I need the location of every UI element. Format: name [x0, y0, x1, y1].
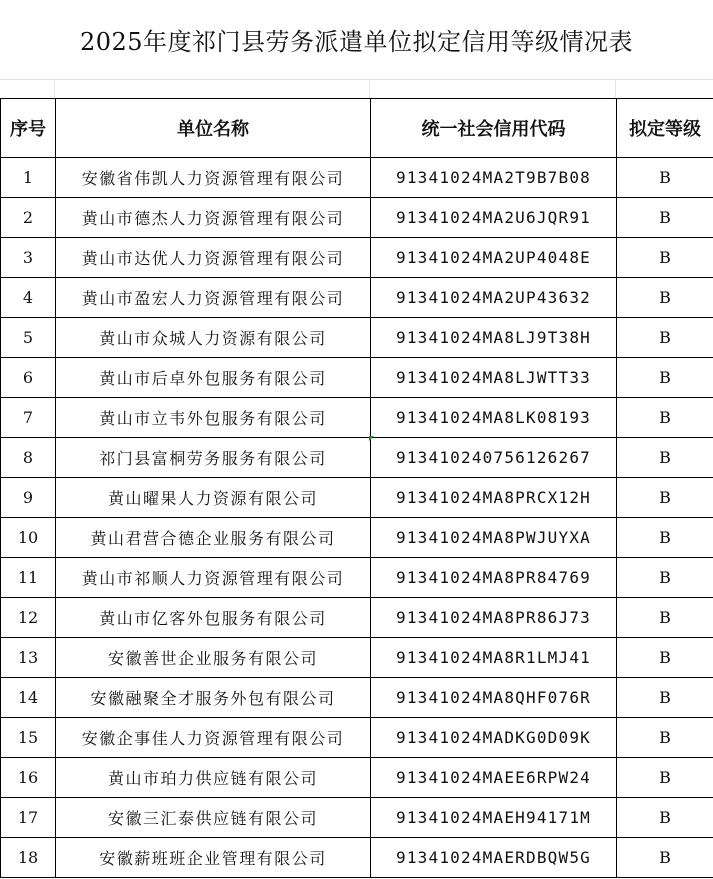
row-code-cell[interactable]: 91341024MA8LK08193 — [371, 398, 617, 438]
row-seq-cell[interactable]: 13 — [1, 638, 56, 678]
row-grade-cell[interactable]: B — [617, 758, 713, 798]
table-row — [1, 758, 713, 798]
row-code-cell[interactable]: 913410240756126267 — [371, 438, 617, 478]
row-code-cell[interactable]: 91341024MA2U6JQR91 — [371, 198, 617, 238]
table-row — [1, 598, 713, 638]
row-seq-cell[interactable]: 9 — [1, 478, 56, 518]
header-seq[interactable]: 序号 — [1, 99, 56, 158]
row-code-cell[interactable]: 91341024MA8PR86J73 — [371, 598, 617, 638]
row-name-cell[interactable]: 黄山市立韦外包服务有限公司 — [56, 398, 371, 438]
row-grade-cell[interactable]: B — [617, 558, 713, 598]
row-grade-cell[interactable]: B — [617, 198, 713, 238]
table-row — [1, 198, 713, 238]
row-code-cell[interactable]: 91341024MA8PRCX12H — [371, 478, 617, 518]
row-grade-cell[interactable]: B — [617, 398, 713, 438]
row-name-cell[interactable]: 安徽善世企业服务有限公司 — [56, 638, 371, 678]
spreadsheet — [0, 79, 713, 879]
table-row — [1, 358, 713, 398]
row-code-cell[interactable]: 91341024MA8LJ9T38H — [371, 318, 617, 358]
row-seq-cell[interactable]: 7 — [1, 398, 56, 438]
row-code-cell[interactable]: 91341024MA8PR84769 — [371, 558, 617, 598]
row-grade-cell[interactable]: B — [617, 318, 713, 358]
header-code[interactable]: 统一社会信用代码 — [371, 99, 617, 158]
row-name-cell[interactable]: 黄山市祁顺人力资源管理有限公司 — [56, 558, 371, 598]
row-seq-cell[interactable]: 15 — [1, 718, 56, 758]
table-row — [1, 638, 713, 678]
header-grade[interactable]: 拟定等级 — [617, 99, 713, 158]
row-grade-cell[interactable]: B — [617, 798, 713, 838]
row-name-cell[interactable]: 黄山市亿客外包服务有限公司 — [56, 598, 371, 638]
grid-strip — [0, 79, 713, 98]
row-seq-cell[interactable]: 6 — [1, 358, 56, 398]
table-row — [1, 238, 713, 278]
row-seq-cell[interactable]: 10 — [1, 518, 56, 558]
table-row — [1, 798, 713, 838]
table-row — [1, 278, 713, 318]
table-row — [1, 438, 713, 478]
row-grade-cell[interactable]: B — [617, 478, 713, 518]
row-grade-cell[interactable]: B — [617, 678, 713, 718]
row-code-cell[interactable]: 91341024MA2UP43632 — [371, 278, 617, 318]
row-code-cell[interactable]: 91341024MAEE6RPW24 — [371, 758, 617, 798]
row-code-cell[interactable]: 91341024MADKG0D09K — [371, 718, 617, 758]
row-seq-cell[interactable]: 18 — [1, 838, 56, 878]
row-name-cell[interactable]: 黄山市德杰人力资源管理有限公司 — [56, 198, 371, 238]
row-code-cell[interactable]: 91341024MA8R1LMJ41 — [371, 638, 617, 678]
row-seq-cell[interactable]: 12 — [1, 598, 56, 638]
row-seq-cell[interactable]: 8 — [1, 438, 56, 478]
row-grade-cell[interactable]: B — [617, 238, 713, 278]
row-seq-cell[interactable]: 3 — [1, 238, 56, 278]
table-row — [1, 678, 713, 718]
credit-rating-table — [0, 98, 713, 878]
row-grade-cell[interactable]: B — [617, 838, 713, 878]
row-name-cell[interactable]: 安徽企事佳人力资源管理有限公司 — [56, 718, 371, 758]
row-seq-cell[interactable]: 1 — [1, 158, 56, 198]
row-code-cell[interactable]: 91341024MA2T9B7B08 — [371, 158, 617, 198]
table-row — [1, 398, 713, 438]
row-code-cell[interactable]: 91341024MA8LJWTT33 — [371, 358, 617, 398]
header-row — [1, 99, 713, 158]
row-name-cell[interactable]: 安徽融聚全才服务外包有限公司 — [56, 678, 371, 718]
row-seq-cell[interactable]: 2 — [1, 198, 56, 238]
row-seq-cell[interactable]: 4 — [1, 278, 56, 318]
row-seq-cell[interactable]: 14 — [1, 678, 56, 718]
table-row — [1, 158, 713, 198]
row-code-cell[interactable]: 91341024MA8QHF076R — [371, 678, 617, 718]
row-name-cell[interactable]: 安徽省伟凯人力资源管理有限公司 — [56, 158, 371, 198]
row-name-cell[interactable]: 祁门县富桐劳务服务有限公司 — [56, 438, 371, 478]
row-name-cell[interactable]: 黄山市达优人力资源管理有限公司 — [56, 238, 371, 278]
row-code-cell[interactable]: 91341024MAEH94171M — [371, 798, 617, 838]
table-row — [1, 318, 713, 358]
table-row — [1, 478, 713, 518]
cell-comment-marker — [369, 436, 374, 441]
table-row — [1, 718, 713, 758]
table-row — [1, 518, 713, 558]
row-grade-cell[interactable]: B — [617, 358, 713, 398]
title-bar — [0, 0, 713, 80]
page-title: 2025年度祁门县劳务派遣单位拟定信用等级情况表 — [79, 28, 634, 56]
row-grade-cell[interactable]: B — [617, 638, 713, 678]
row-name-cell[interactable]: 黄山市众城人力资源有限公司 — [56, 318, 371, 358]
row-seq-cell[interactable]: 16 — [1, 758, 56, 798]
row-grade-cell[interactable]: B — [617, 598, 713, 638]
row-grade-cell[interactable]: B — [617, 438, 713, 478]
row-name-cell[interactable]: 安徽三汇泰供应链有限公司 — [56, 798, 371, 838]
row-grade-cell[interactable]: B — [617, 158, 713, 198]
row-grade-cell[interactable]: B — [617, 718, 713, 758]
row-code-cell[interactable]: 91341024MA8PWJUYXA — [371, 518, 617, 558]
row-name-cell[interactable]: 黄山市珀力供应链有限公司 — [56, 758, 371, 798]
row-grade-cell[interactable]: B — [617, 518, 713, 558]
grid-column — [370, 79, 616, 98]
grid-column — [55, 79, 370, 98]
row-seq-cell[interactable]: 17 — [1, 798, 56, 838]
row-code-cell[interactable]: 91341024MAERDBQW5G — [371, 838, 617, 878]
row-seq-cell[interactable]: 11 — [1, 558, 56, 598]
row-seq-cell[interactable]: 5 — [1, 318, 56, 358]
row-name-cell[interactable]: 黄山君营合德企业服务有限公司 — [56, 518, 371, 558]
table-row — [1, 838, 713, 878]
header-name[interactable]: 单位名称 — [56, 99, 371, 158]
row-name-cell[interactable]: 安徽薪班班企业管理有限公司 — [56, 838, 371, 878]
row-grade-cell[interactable]: B — [617, 278, 713, 318]
row-name-cell[interactable]: 黄山市后卓外包服务有限公司 — [56, 358, 371, 398]
table-row — [1, 558, 713, 598]
row-code-cell[interactable]: 91341024MA2UP4048E — [371, 238, 617, 278]
row-name-cell[interactable]: 黄山曜果人力资源有限公司 — [56, 478, 371, 518]
grid-column — [0, 79, 55, 98]
row-name-cell[interactable]: 黄山市盈宏人力资源管理有限公司 — [56, 278, 371, 318]
